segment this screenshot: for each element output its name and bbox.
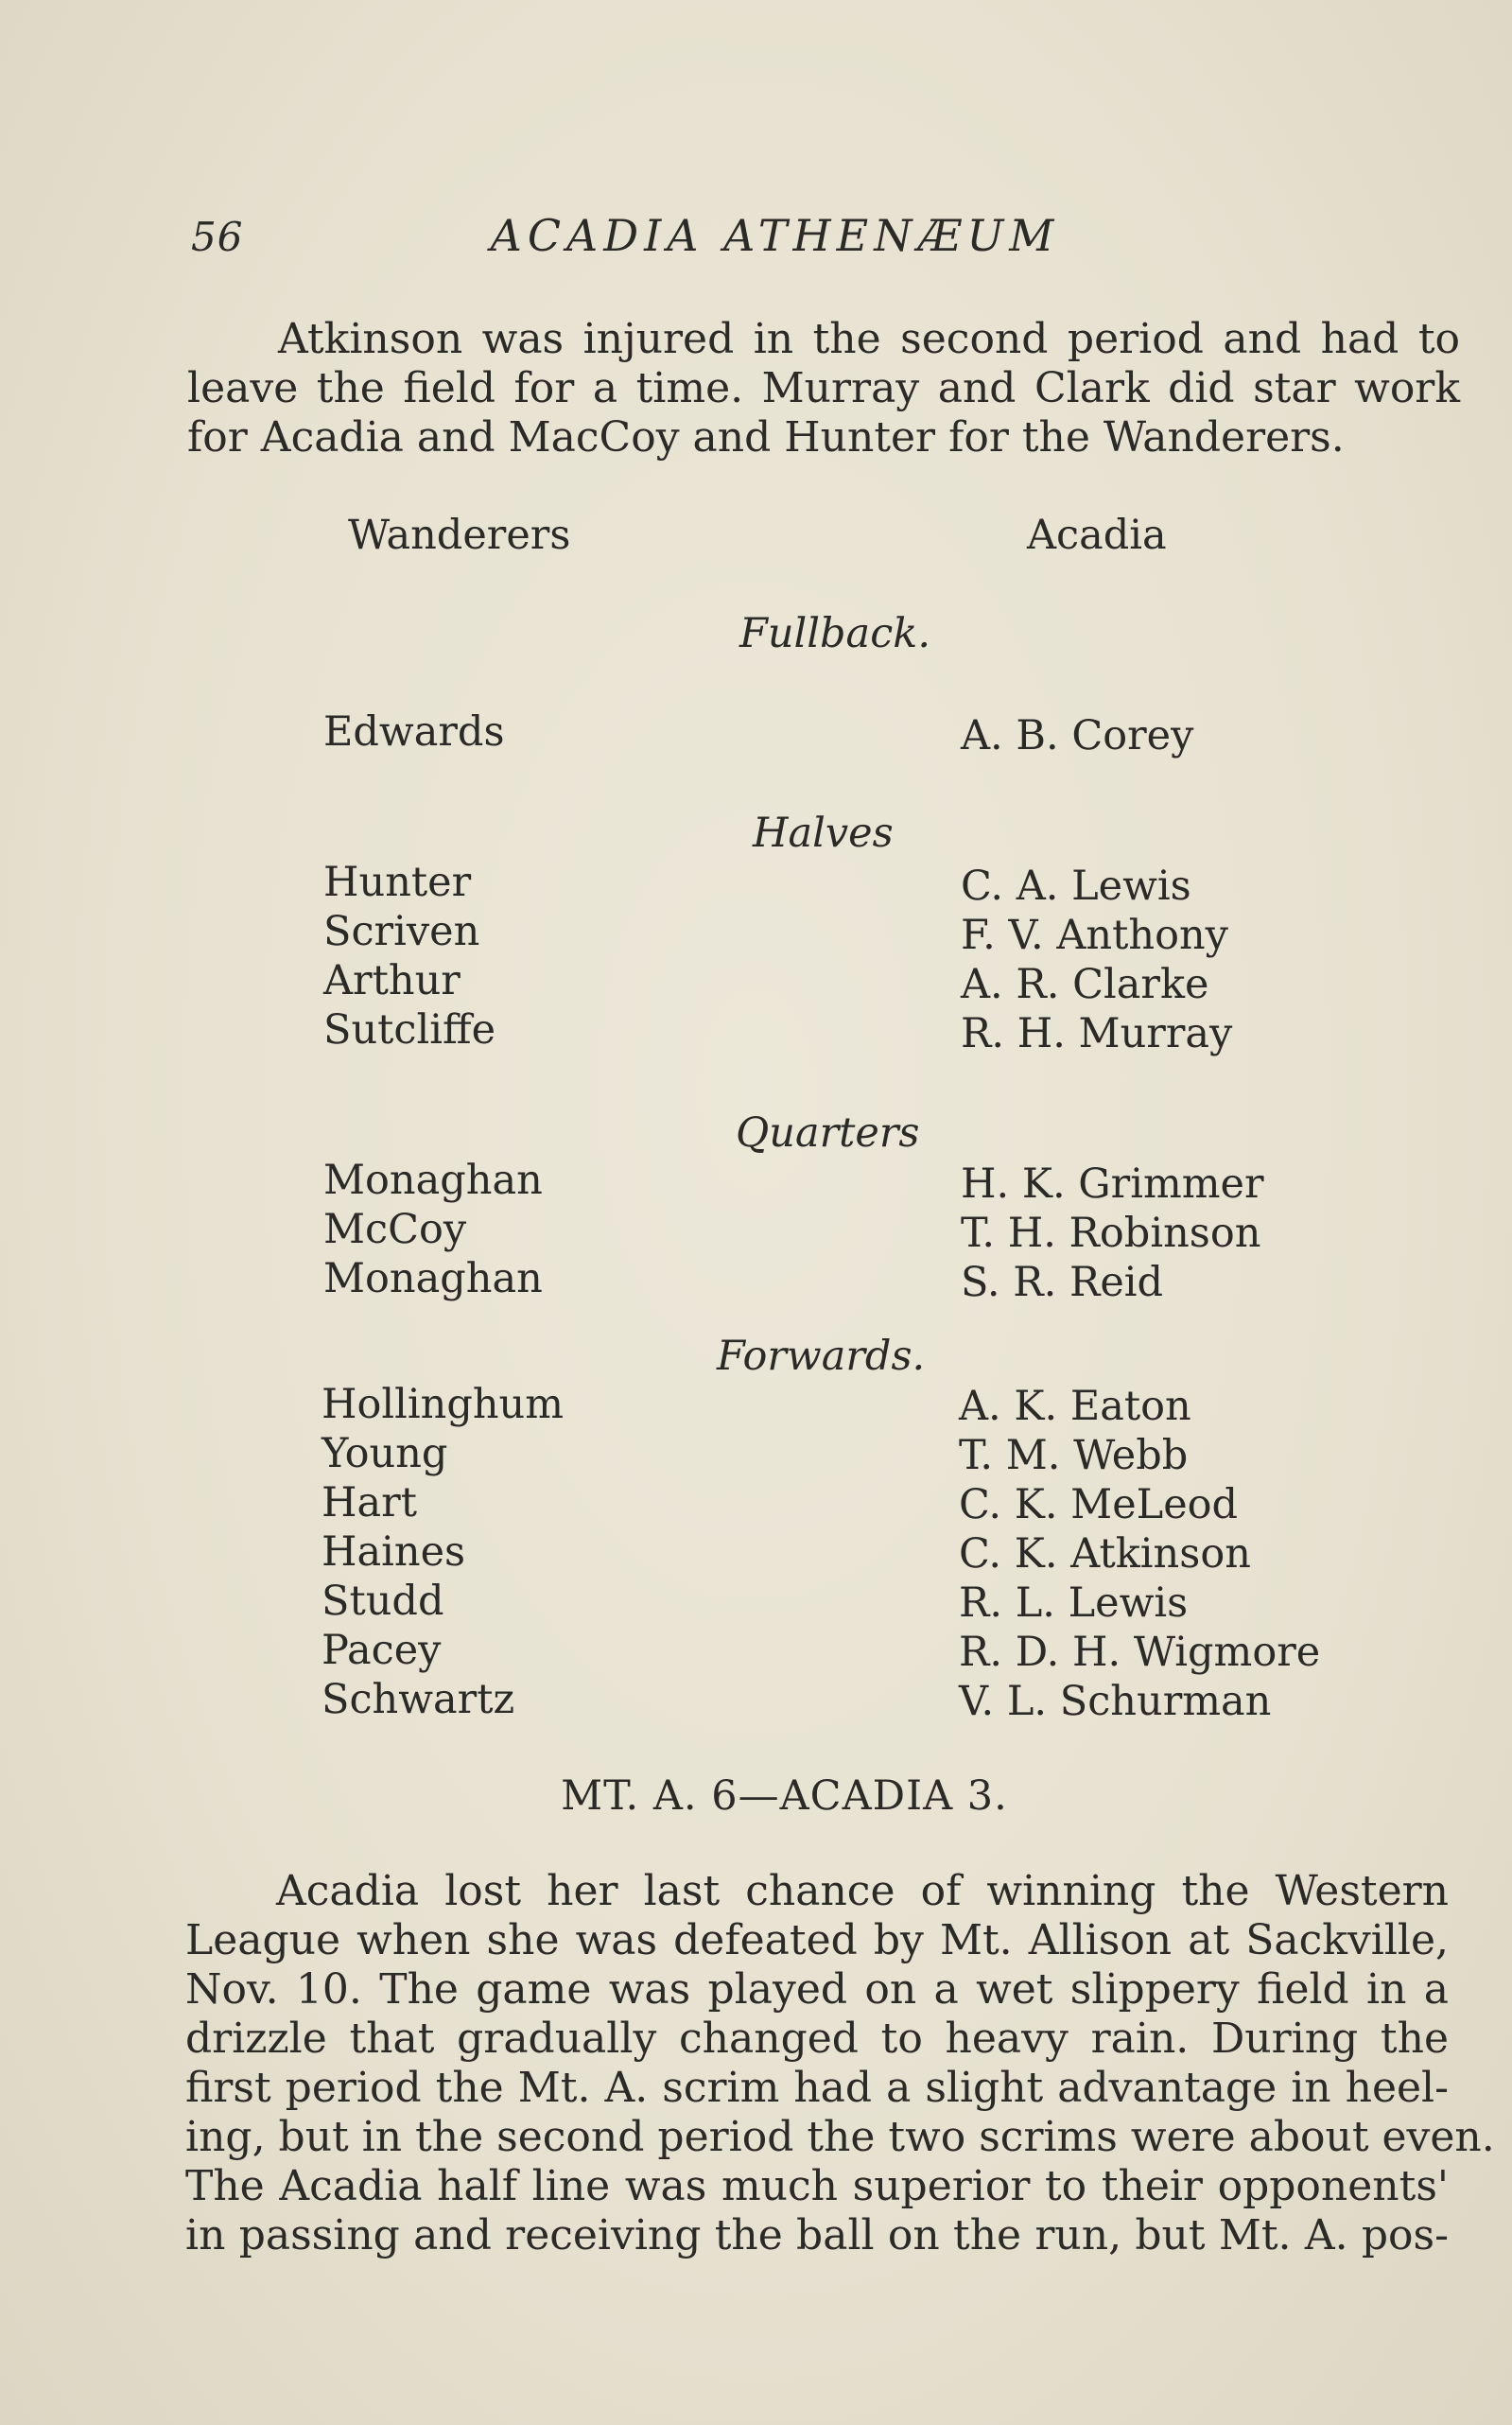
paragraph-line: in passing and receiving the ball on the run, but Mt. A. pos- [185, 2211, 1449, 2259]
paragraph-line: for Acadia and MacCoy and Hunter for the Wanderers. [187, 413, 1345, 462]
left-player: Young [322, 1430, 448, 1477]
team-left-heading: Wanderers [348, 512, 571, 559]
left-player: Hunter [323, 859, 472, 906]
page-number: 56 [191, 214, 244, 260]
left-player: Sutcliffe [323, 1006, 496, 1054]
paragraph-line: ing, but in the second period the two scrims were about even. [185, 2113, 1495, 2161]
position-heading: Halves [753, 810, 894, 857]
intro-paragraph [187, 315, 1460, 462]
left-player: Hart [322, 1479, 417, 1527]
left-player: Pacey [322, 1627, 442, 1674]
position-heading: Quarters [736, 1109, 920, 1157]
right-player: T. H. Robinson [961, 1210, 1261, 1257]
paragraph-line: drizzle that gradually changed to heavy rain. During the [185, 2015, 1449, 2063]
left-player: Haines [322, 1528, 466, 1576]
right-player: S. R. Reid [961, 1259, 1164, 1306]
left-player: Scriven [323, 908, 480, 955]
right-player: H. K. Grimmer [961, 1160, 1264, 1208]
paragraph-line: leave the field for a time. Murray and Clark did star work [187, 364, 1460, 412]
paragraph-line: first period the Mt. A. scrim had a slight advantage in heel- [185, 2064, 1449, 2112]
right-player: V. L. Schurman [959, 1678, 1272, 1725]
position-heading: Forwards. [717, 1333, 926, 1380]
right-player: C. K. MeLeod [959, 1481, 1239, 1528]
left-player: McCoy [323, 1206, 467, 1253]
right-player: A. R. Clarke [961, 961, 1209, 1008]
left-player: Hollinghum [322, 1381, 565, 1428]
right-player: R. D. H. Wigmore [959, 1629, 1321, 1676]
left-player: Monaghan [323, 1255, 543, 1302]
right-player: C. K. Atkinson [959, 1530, 1251, 1578]
paragraph-line: League when she was defeated by Mt. Allison at Sackville, [185, 1916, 1449, 1964]
team-right-heading: Acadia [1027, 512, 1167, 559]
right-player: R. L. Lewis [959, 1579, 1189, 1627]
left-player: Edwards [323, 708, 505, 756]
left-player: Monaghan [323, 1157, 543, 1204]
left-player: Arthur [323, 957, 461, 1004]
left-player: Studd [322, 1578, 444, 1625]
right-player: A. B. Corey [961, 712, 1194, 759]
paragraph-line: Acadia lost her last chance of winning the Western [276, 1867, 1449, 1915]
second-paragraph [185, 1867, 1495, 2260]
right-player: T. M. Webb [959, 1432, 1189, 1479]
paragraph-line: The Acadia half line was much superior to their opponents' [185, 2162, 1449, 2210]
right-player: R. H. Murray [961, 1010, 1233, 1057]
paragraph-line: Nov. 10. The game was played on a wet slippery field in a [185, 1965, 1449, 2014]
position-heading: Fullback. [739, 610, 931, 657]
page-header [0, 206, 1512, 272]
right-player: A. K. Eaton [959, 1383, 1191, 1430]
running-title: ACADIA ATHENÆUM [490, 210, 1060, 261]
left-player: Schwartz [322, 1676, 515, 1723]
right-player: F. V. Anthony [961, 912, 1228, 959]
game-heading: MT. A. 6—ACADIA 3. [561, 1772, 1008, 1820]
right-player: C. A. Lewis [961, 863, 1191, 910]
paragraph-line: Atkinson was injured in the second period and had to [278, 315, 1460, 363]
